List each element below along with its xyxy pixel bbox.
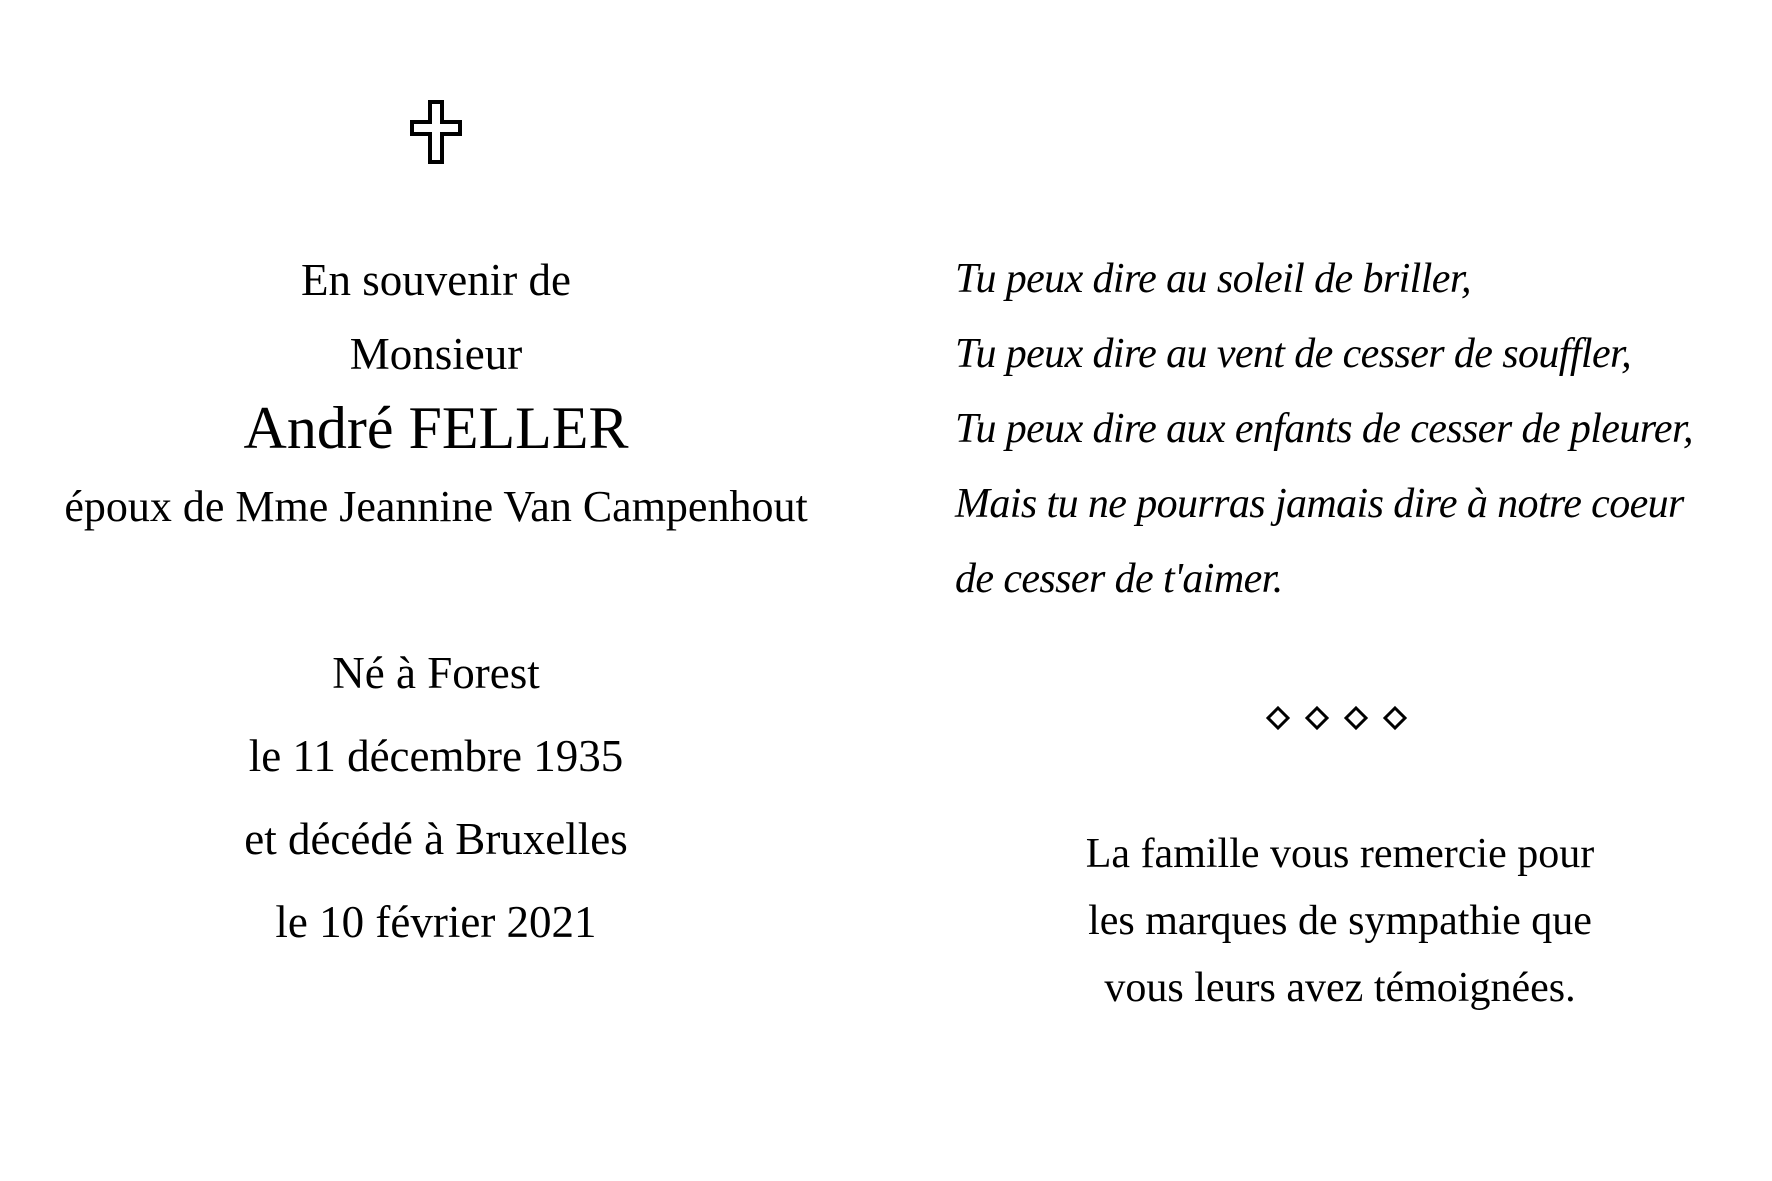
intro-text: En souvenir de <box>301 255 571 305</box>
thanks-line: vous leurs avez témoignées. <box>1104 965 1576 1011</box>
death-date: le 10 février 2021 <box>275 897 597 947</box>
title-text: Monsieur <box>349 329 523 379</box>
thanks-line: La famille vous remercie pour <box>1085 831 1595 877</box>
thanks-line: les marques de sympathie que <box>1088 898 1592 944</box>
diamond-icon <box>1346 708 1366 728</box>
poem-line: de cesser de t'aimer. <box>955 556 1283 602</box>
diamond-icon <box>1385 708 1405 728</box>
birth-date: le 11 décembre 1935 <box>248 731 624 781</box>
poem-line: Tu peux dire aux enfants de cesser de pleurer, <box>955 406 1693 452</box>
poem-line: Tu peux dire au soleil de briller, <box>955 256 1471 302</box>
spouse-text: époux de Mme Jeannine Van Campenhout <box>64 482 808 531</box>
birth-place: Né à Forest <box>332 648 540 698</box>
poem-line: Mais tu ne pourras jamais dire à notre coeur <box>955 481 1684 527</box>
diamond-icon <box>1268 708 1288 728</box>
death-place: et décédé à Bruxelles <box>244 814 628 864</box>
memorial-left-column <box>0 0 872 1181</box>
poem-line: Tu peux dire au vent de cesser de souffler, <box>955 331 1631 377</box>
deceased-name: André FELLER <box>243 395 629 461</box>
diamond-divider <box>1262 703 1412 733</box>
diamond-icon <box>1307 708 1327 728</box>
